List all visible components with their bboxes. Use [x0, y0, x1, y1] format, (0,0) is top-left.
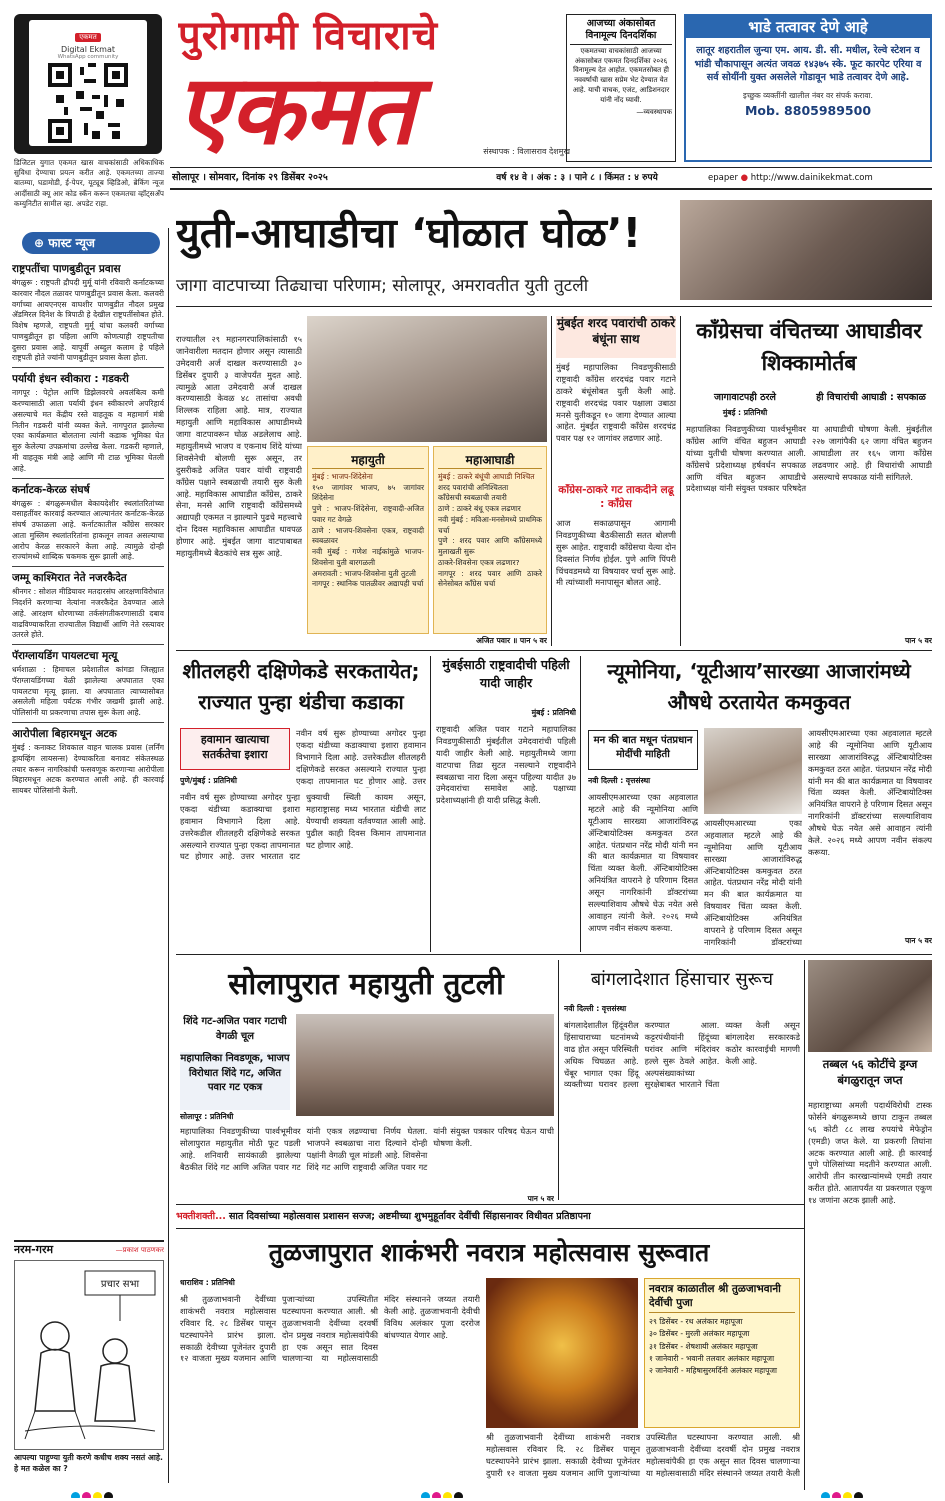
solapur-headline: सोलापुरात महायुती तुटली	[228, 967, 504, 1002]
congress-sub2: ही विचारांची आघाडी : सपकाळ	[816, 392, 926, 403]
schedule-row-4: १ जानेवारी - भवानी तलवार अलंकार महापूजा	[649, 1353, 775, 1363]
pneumonia-byline: नवी दिल्ली : वृत्तसंस्था	[588, 776, 651, 785]
goddess-photo	[486, 1278, 638, 1428]
cartoon-header	[14, 1240, 164, 1258]
news-title-6: आरोपीला बिहारमधून अटक	[12, 728, 117, 740]
epaper-label: epaper	[708, 173, 738, 183]
qr-brand: एकमत	[75, 33, 100, 42]
mahayuti-title: महायुती	[312, 451, 424, 469]
lead-continue: अजित पवार ॥ पान ५ वर	[476, 636, 547, 645]
news-title-5: पॅराग्लायडिंग पायलटचा मृत्यू	[12, 650, 118, 663]
tuljapur-headline: तुळजापुरात शाकंभरी नवरात्र महोत्सवास सुरूवात	[268, 1238, 710, 1267]
fast-news-list	[12, 258, 164, 1338]
mahayuti-row-2: १५० जागांवर भाजप, ७५ जागांवर शिंदेसेना	[312, 482, 424, 503]
mva-title: महाआघाडी	[438, 451, 542, 469]
epaper-link[interactable]	[708, 170, 934, 186]
ad-title: भाडे तत्वावर देणे आहे	[686, 16, 930, 38]
bhakti-banner	[176, 1208, 802, 1226]
bangladesh-byline: नवी दिल्ली : वृत्तसंस्था	[564, 1004, 627, 1013]
qr-caption: डिजिटल युगात एकमत खास वाचकांसाठी अधिकाधिक सुविधा देण्याचा प्रयत्न करीत आहे. एकमतच्या ताज्या बातम्या, घडामोडी, ई-पेपर, यूट्यूब व्हिडिओ, ब्रेकिंग न्यूज आदींसाठी क्यू आर कोड स्कॅन करून एकमतचा व्हॉट्सअ‍ॅप कम्युनिटीत सामील व्हा. अपडेट राहा.	[14, 158, 164, 208]
qr-box	[14, 14, 162, 154]
cold-body: नवीन वर्ष सुरू होण्याच्या अगोदर पुन्हा एकदा थंडीच्या कडाक्याचा इशारा हवामान विभागाने दिला आहे. उत्तरेकडील शीतलहरी दक्षिणेकडे सरकत असल्याने राज्यात पुन्हा एकदा तापमानात घट होणार आहे. उत्तर भारतात दाट धुक्याची स्थिती कायम असून, महाराष्ट्रासह मध्य भारतात थंडीची लाट येण्याची शक्यता वर्तवण्यात आली आहे. पुढील काही दिवस किमान तापमानात घट होणार आहे.	[180, 792, 426, 862]
news-body-4: श्रीनगर : सोशल मीडियावर मतदारसंघ आरक्षणाविरोधात निदर्शने करणाऱ्या नेत्यांना नजरकैदेत ठेवण्यात आले आहे. आरक्षण धोरणाच्या तर्कसंगतीकरणासाठी दबाव वाढविण्याकरिता राज्यातील विद्यार्थी आणि नेते रस्त्यावर उतरले होते.	[12, 587, 164, 640]
mva-row-5: नवी मुंबई : मविआ-मनसेमध्ये प्राथमिक चर्चा	[438, 514, 542, 535]
pawar-subhead: काँग्रेस-ठाकरे गट ताकदीने लढू : काँग्रेस	[558, 484, 674, 510]
banner-text: सात दिवसांच्या महोत्सवास प्रशासन सज्ज; अष्टमीच्या शुभमुहूर्तावर देवींची सिंहासनावर विधीवत प्रतिष्ठापना	[228, 1211, 591, 1222]
solapur-continue: पान ५ वर	[527, 1194, 554, 1203]
drugs-photo	[808, 960, 932, 1052]
qr-label: Digital Ekmat	[60, 45, 115, 54]
tuljapur-byline: धाराशिव : प्रतिनिधी	[180, 1278, 235, 1287]
mva-row-3: काँग्रेसची स्वबळाची तयारी	[438, 493, 507, 503]
globe-icon: ●	[740, 173, 749, 183]
bangladesh-headline: बांगलादेशात हिंसाचार सुरूच	[590, 969, 774, 990]
cold-box-text: हवामान खात्याचा सतर्कतेचा इशारा	[200, 733, 270, 762]
pneumonia-box	[588, 730, 698, 770]
news-body-2: नागपूर : पेट्रोल आणि डिझेलवरचे अवलंबित्व कमी करण्यासाठी आता पर्यायी इंधन स्वीकारणे अपरिहार्य असल्याचे मत केंद्रीय रस्ते वाहतूक व महामार्ग मंत्री नितीन गडकरी यांनी व्यक्त केले. नागपुरात झालेल्या एका कार्यक्रमात बोलताना त्यांनी कडाक भूमिका घेत सुरु केलेल्या उपक्रमांचा उल्लेख केला. गडकरी म्हणाले, मी वाहतूक मंत्री आहे आणि मी टाळ भूमिका घेतली आहे.	[12, 388, 164, 473]
pawar-headline: मुंबईत शरद पवारांची ठाकरे बंधूंना साथ	[556, 316, 676, 358]
cartoon-image	[14, 1260, 164, 1450]
cold-box	[180, 728, 290, 770]
mahayuti-row-4: ठाणे : भाजप-शिवसेना एकत्र, राष्ट्रवादी स्वबळावर	[312, 525, 424, 546]
notice-title: आजच्या अंकासोबत विनामूल्य दिनदर्शिका	[570, 18, 672, 45]
fast-news-title: फास्ट न्यूज	[48, 236, 95, 250]
lead-subhead: जागा वाटपाच्या तिढ्याचा परिणाम; सोलापूर, अमरावतीत युती तुटली	[176, 276, 589, 296]
pneumonia-body-right: आयसीएमआरच्या एका अहवालात म्हटले आहे की न्यूमोनिया आणि यूटीआय सारख्या आजारांविरुद्ध ॲन्टिबायोटिक्स कमकुवत ठरत आहेत. पंतप्रधान नरेंद्र मोदी यांनी मन की बात कार्यक्रमात या विषयावर चिंता व्यक्त केली. ॲन्टिबायोटिक्स अनियंत्रित वापराने हे परिणाम दिसत असून नागरिकांनी डॉक्टरांच्या सल्ल्याशिवाय औषधे घेऊ नयेत असे आवाहन त्यांनी केले. २०२६ मध्ये आपण नवीन संकल्प करूया.	[808, 728, 932, 857]
cold-body-2: नवीन वर्ष सुरू होण्याच्या अगोदर पुन्हा एकदा थंडीच्या कडाक्याचा इशारा हवामान विभागाने दिला आहे. उत्तरेकडील शीतलहरी दक्षिणेकडे सरकत असल्याने राज्यात पुन्हा एकदा तापमानात घट होणार आहे. उत्तर	[296, 728, 426, 786]
news-title-1: राष्ट्रपतींचा पाणबुडीतून प्रवास	[12, 263, 121, 275]
modi-photo	[704, 728, 802, 814]
news-title-4: जम्मू काश्मिरात नेते नजरकैदेत	[12, 572, 127, 585]
schedule-row-1: २९ डिसेंबर - रथ अलंकार महापूजा	[649, 1317, 743, 1327]
solapur-sub1: शिंदे गट-अजित पवार गटाची वेगळी चूल	[183, 1016, 287, 1042]
congress-headline: काँग्रेसचा वंचितच्या आघाडीवर शिक्कामोर्तब	[696, 319, 922, 375]
pneumonia-headline: न्यूमोनिया, ‘यूटीआय’सारख्या आजारांमध्ये औषधे ठरतायेत कमकुवत	[607, 659, 911, 714]
schedule-box	[644, 1278, 800, 1428]
mva-row-1: मुंबई : ठाकरे बंधूंची आघाडी निश्चित	[438, 472, 535, 481]
mva-row-7: ठाकरे-शिवसेना एकत्र लढणार?	[438, 557, 520, 567]
schedule-title: नवरात्र काळातील श्री तुळजाभवानी देवींची पुजा	[649, 1283, 795, 1313]
news-title-3: कर्नाटक-केरळ संघर्ष	[12, 483, 90, 496]
mahayuti-row-7: नागपूर : स्थानिक पातळीवर अद्यापही चर्चा	[312, 579, 424, 589]
solapur-photo	[296, 1014, 554, 1116]
dateline: सोलापूर । सोमवार, दिनांक २९ डिसेंबर २०२५	[172, 172, 328, 183]
lead-photo-leaders	[307, 316, 547, 442]
mva-row-6: पुणे : शरद पवार आणि काँग्रेसमध्ये मुलाखती सुरू	[438, 536, 542, 557]
plus-icon: ⊕	[34, 236, 49, 250]
ncp-body: राष्ट्रवादी अजित पवार गटाने महापालिका निवडणुकीसाठी मुंबईतील उमेदवारांची पहिली यादी जाहीर केली आहे. महायुतीमध्ये जागा वाटपाचा तिढा सुटत नसल्याने राष्ट्रवादीने स्वबळाचा नारा दिला असून पहिल्या यादीत ३७ उमेदवारांचा समावेश आहे. पक्षाच्या प्रदेशाध्यक्षांनी ही यादी प्रसिद्ध केली.	[436, 724, 576, 806]
cartoon-credit: —प्रकाश पाठणकर	[115, 1246, 164, 1254]
mva-box	[433, 446, 547, 634]
pawar-body: मुंबई महापालिका निवडणुकीसाठी राष्ट्रवादी काँग्रेस शरदचंद्र पवार गटाने ठाकरे बंधूंसोबत युती केली आहे. राष्ट्रवादी शरदचंद्र पवार पक्षाला उबाठा मनसे युतीकडून १० जागा देण्यात आल्या आहेत. मुंबईत राष्ट्रवादी काँग्रेस शरदचंद्र पवार पक्ष १२ जागांवर लढणार आहे.	[556, 362, 676, 444]
cartoon-drawing-icon	[15, 1261, 164, 1450]
cartoon-title: नरम-गरम	[14, 1243, 54, 1256]
masthead-founder: संस्थापक : विलासराव देशमुख	[483, 147, 570, 156]
news-title-2: पर्यायी इंधन स्वीकारा : गडकरी	[12, 373, 129, 386]
drugs-body: महाराष्ट्राच्या अमली पदार्थविरोधी टास्क फोर्सने बंगळुरूमध्ये छापा टाकून तब्बल ५६ कोटी ८८ लाख रुपयांचे मेफेड्रोन (एमडी) जप्त केले. या प्रकरणी तिघांना अटक करण्यात आली आहे. ही कारवाई पुणे पोलिसांच्या मदतीने करण्यात आली. आरोपी तीन कारखान्यांमध्ये एमडी तयार करीत होते. आतापर्यंत या प्रकरणात एकूण १४ जणांना अटक झाली आहे.	[808, 1100, 932, 1206]
schedule-row-3: ३१ डिसेंबर - शेषशायी अलंकार महापूजा	[649, 1341, 758, 1351]
qr-code-icon[interactable]	[48, 63, 128, 143]
ncp-headline: मुंबईसाठी राष्ट्रवादीची पहिली यादी जाहीर	[442, 657, 570, 690]
masthead-title: एकमत	[176, 56, 415, 164]
lead-photo-rally	[680, 200, 932, 300]
congress-continue: पान ५ वर	[904, 636, 932, 645]
cold-headline: शीतलहरी दक्षिणेकडे सरकतायेत; राज्यात पुन्हा थंडीचा कडाका	[182, 659, 420, 714]
news-body-1: बंगळुरू : राष्ट्रपती द्रौपदी मुर्मू यांनी रविवारी कर्नाटकच्या कारवार नौदल तळावर पाणबुडीतून प्रवास केला. कलवरी वर्गाच्या आयएनएस वाघशीर पाणबुडीत नौदल प्रमुख ॲडमिरल दिनेश के त्रिपाठी हे देखील राष्ट्रपतींसोबत होते. विशेष म्हणजे, राष्ट्रपती मुर्मू यांचा कलवरी वर्गाच्या पाणबुडीतून हा पहिला आणि कोणत्याही राष्ट्रपतीचा दुसरा प्रवास आहे. यापूर्वी अब्दुल कलाम हे पहिले राष्ट्रपती होते ज्यांनी पाणबुडीतून प्रवास केला होता.	[12, 278, 164, 363]
mahayuti-row-1: मुंबई : भाजप-शिंदेसेना	[312, 472, 373, 481]
news-body-3: बंगळुरू : बंगळुरूमधील बेकायदेशीर स्थलांतरितांच्या वसाहतींवर कारवाई करण्यात आल्यानंतर कर्नाटक-केरळ संघर्ष उफाळला आहे. कर्नाटकातील काँग्रेस सरकार आता मुस्लिम स्थलांतरितांना हाकलून लावत असल्याचा आरोप केरळ सरकारने केला आहे. त्यामुळे दोन्ही राज्यांमध्ये शाब्दिक चकमक सुरू झाली आहे.	[12, 498, 164, 562]
volume-info: वर्ष १४ वे । अंक : ३ । पाने ८ । किंमत : ४ रुपये	[496, 173, 658, 183]
registration-marks-right	[820, 1486, 920, 1498]
schedule-row-2: ३० डिसेंबर - मुरली अलंकार महापूजा	[649, 1329, 750, 1339]
ad-box	[684, 14, 932, 162]
drugs-headline: तब्बल ५६ कोटींचे ड्रग्ज बंगळुरातून जप्त	[822, 1057, 918, 1088]
mva-row-8: नागपूर : शरद पवार आणि ठाकरे सेनेसोबत काँग्रेस चर्चा	[438, 568, 542, 589]
mva-row-4: ठाणे : ठाकरे बंधू एकत्र लढणार	[438, 504, 521, 514]
notice-sign: —व्यवस्थापक	[636, 107, 672, 116]
tuljapur-body: श्री तुळजाभवानी देवींच्या शाकंभरी नवरात्र महोत्सवास रविवार दि. २८ डिसेंबर पासून घटस्थापनेने प्रारंभ झाला. सकाळी देवीच्या पूजेनंतर दुपारी १२ वाजता मुख्य यजमान आणि पुजाऱ्यांच्या उपस्थितीत घटस्थापना करण्यात आली. श्री तुळजाभवानी देवींच्या दरवर्षी दोन प्रमुख नवरात्र महोत्सवांपैकी हा एक असून सात दिवस चालणाऱ्या या महोत्सवासाठी मंदिर संस्थानने जय्यत तयारी केली आहे. तुळजाभवानी देवीची विविध अलंकार पूजा दररोज बांधण्यात येणार आहे.	[180, 1294, 480, 1364]
fast-news-header	[22, 232, 160, 254]
pawar-sub-body: आज सकाळपासून आगामी निवडणुकीच्या बैठकीसाठी सतत बोलणी सुरू आहेत. राष्ट्रवादी काँग्रेसचा येत्या दोन दिवसांत निर्णय होईल. पुणे आणि पिंपरी चिंचवडमध्ये या विषयावर चर्चा सुरू आहे. मी त्यांच्याशी मनापासून बोलत आहे.	[556, 518, 676, 588]
pneumonia-continue: पान ५ वर	[904, 936, 932, 945]
solapur-byline: सोलापूर : प्रतिनिधी	[180, 1112, 234, 1121]
congress-body: महापालिका निवडणुकीच्या पार्श्वभूमीवर काँग्रेस आणि वंचित बहुजन आघाडी यांच्या युतीची घोषणा करण्यात आली. काँग्रेसचे प्रदेशाध्यक्ष हर्षवर्धन सपकाळ आणि वंचित बहुजन आघाडीचे प्रदेशाध्यक्ष यांनी संयुक्त पत्रकार परिषदेत या आघाडीची घोषणा केली. मुंबईतील २२७ जागांपैकी ६२ जागा वंचित बहुजन आघाडीला तर १६५ जागा काँग्रेस लढवणार आहे. ही विचारांची आघाडी असल्याचे सपकाळ यांनी सांगितले.	[686, 424, 932, 494]
bangladesh-body: बांगलादेशातील हिंदूंवरील हिंसाचाराच्या घटनांमध्ये वाढ होत असून परिस्थिती अधिक चिघळत आहे. चेंबूर भागात एका हिंदू व्यक्तीच्या घरावर हल्ला करण्यात आला. कट्टरपंथीयांनी हिंदूंच्या घरांवर आणि मंदिरांवर हल्ले सुरू ठेवले आहेत. अल्पसंख्याकांच्या सुरक्षेबाबत भारताने चिंता व्यक्त केली असून बांगलादेश सरकारकडे कठोर कारवाईची मागणी केली आहे.	[564, 1020, 800, 1090]
mahayuti-row-6: अमरावती : भाजप-शिवसेना युती तुटली	[312, 568, 416, 578]
lead-body: राज्यातील २९ महानगरपालिकांसाठी १५ जानेवारीला मतदान होणार असून त्यासाठी उमेदवारी अर्ज दाखल करण्यासाठी ३० डिसेंबर दुपारी ३ वाजेपर्यंत मुदत आहे. त्यामुळे आता उमेदवारी अर्ज दाखल करण्यासाठी केवळ ४८ तासांचा अवधी शिल्लक राहिला आहे. मात्र, राज्यात महायुती आणि महाविकास आघाडीमध्ये जागा वाटपावरून घोळ अडलेलाच आहे. महायुतीमध्ये भाजप व एकनाथ शिंदे यांच्या शिवसेनेची बोलणी सुरू असून, तर दुसरीकडे अजित पवार यांची राष्ट्रवादी काँग्रेस पक्षाने स्वबळाची तयारी सुरु केली आहे. महाविकास आघाडीत काँग्रेस, ठाकरे सेना, मनसे आणि राष्ट्रवादी काँग्रेसमध्ये अद्यापही एकमत न झाल्याने पुढचे महत्त्वाचे दोन दिवस महाविकास आघाडीत धावपळ होणार आहे. मुंबईत जागा वाटपाबाबत महायुतीमध्ये बैठकांचे सत्र सुरू आहे.	[176, 334, 302, 559]
pneumonia-box-text: मन की बात मधून पंतप्रधान मोदींची माहिती	[593, 735, 693, 760]
congress-sub1: जागावाटपही ठरले	[714, 392, 776, 403]
ad-contact: इच्छुक व्यक्तींनी खालील नंबर वर संपर्क करावा.	[743, 90, 873, 100]
registration-marks-center	[420, 1486, 520, 1498]
ncp-byline: मुंबई : प्रतिनिधी	[531, 708, 576, 717]
congress-byline: मुंबई : प्रतिनिधी	[722, 408, 768, 417]
pneumonia-body: आयसीएमआरच्या एका अहवालात म्हटले आहे की न्यूमोनिया आणि यूटीआय सारख्या आजारांविरुद्ध ॲन्टिबायोटिक्स कमकुवत ठरत आहेत. पंतप्रधान नरेंद्र मोदी यांनी मन की बात कार्यक्रमात या विषयावर चिंता व्यक्त केली. ॲन्टिबायोटिक्स अनियंत्रित वापराने हे परिणाम दिसत असून नागरिकांनी डॉक्टरांच्या सल्ल्याशिवाय औषधे घेऊ नयेत असे आवाहन त्यांनी केले. २०२६ मध्ये आपण नवीन संकल्प करूया.	[588, 792, 698, 933]
cold-byline: पुणे/मुंबई : प्रतिनिधी	[180, 776, 237, 785]
ad-mobile: Mob. 8805989500	[744, 102, 872, 118]
solapur-body: महापालिका निवडणुकीच्या पार्श्वभूमीवर सोलापुरात महायुतीत मोठी फूट पडली आहे. शनिवारी सायंकाळी झालेल्या बैठकीत शिंदे गट आणि अजित पवार गट यांनी एकत्र लढण्याचा निर्णय घेतला. भाजपने स्वबळाचा नारा दिल्याने दोन्ही पक्षांनी वेगळी चूल मांडली आहे. शिवसेना शिंदे गट आणि राष्ट्रवादी अजित पवार गट यांनी संयुक्त पत्रकार परिषद घेऊन याची घोषणा केली.	[180, 1126, 554, 1172]
mahayuti-row-5: नवी मुंबई : गणेश नाईकांमुळे भाजप-शिवसेना युती बारगळली	[312, 547, 424, 567]
solapur-sub2: महापालिका निवडणूक, भाजप विरोधात शिंदे गट, अजित पवार गट एकत्र	[180, 1052, 290, 1110]
news-body-5: धर्मशाळा : हिमाचल प्रदेशातील कांगडा जिल्ह्यात पॅराग्लायडिंगच्या वेळी झालेल्या अपघातात एका पायलटचा मृत्यू झाला. या अपघातात त्याच्यासोबत असलेली महिला पर्यटक गंभीर जखमी झाली आहे. पोलिसांनी या प्रकरणाचा तपास सुरू केला आहे.	[12, 665, 164, 718]
mahayuti-box	[307, 446, 429, 634]
lead-headline: युती-आघाडीचा ‘घोळात घोळ’!	[176, 209, 642, 257]
ad-body: लातूर शहरातील जुन्या एम. आय. डी. सी. मधील, रेल्वे स्टेशन व भांडी चौकापासून अत्यंत जवळ १४३७५ स्के. फूट कारपेट एरिया व सर्व सोयींनी युक्त असलेले गोडावून भाडे तत्वावर देणे आहे.	[694, 45, 922, 84]
registration-marks-left	[70, 1486, 170, 1498]
mahayuti-row-3: पुणे : भाजप-शिंदेसेना, राष्ट्रवादी-अजित पवार गट वेगळे	[312, 504, 424, 524]
tuljapur-body-2: श्री तुळजाभवानी देवींच्या शाकंभरी नवरात्र महोत्सवास रविवार दि. २८ डिसेंबर पासून घटस्थापनेने प्रारंभ झाला. सकाळी देवीच्या पूजेनंतर दुपारी १२ वाजता मुख्य यजमान आणि पुजाऱ्यांच्या उपस्थितीत घटस्थापना करण्यात आली. श्री तुळजाभवानी देवींच्या दरवर्षी दोन प्रमुख नवरात्र महोत्सवांपैकी हा एक असून सात दिवस चालणाऱ्या या महोत्सवासाठी मंदिर संस्थानने जय्यत तयारी केली	[486, 1432, 800, 1478]
cartoon-sign: प्रचार सभा	[100, 1279, 140, 1290]
news-body-6: मुंबई : कनाकट शिवकाल वाहन चालक प्रवास (लर्निंग ड्रायव्हिंग लायसन्स) देण्याकरिता बनावट संकेतस्थळ तयार करून नागरिकांची फसवणूक करणाऱ्या आरोपीला बिहारमधून अटक करण्यात आली आहे. ही कारवाई सायबर पोलिसांनी केली.	[12, 743, 164, 796]
mva-row-2: शरद पवारांची अनिश्चितता	[438, 482, 509, 492]
schedule-row-5: २ जानेवारी - महिषासुरमर्दिनी अलंकार महापूजा	[649, 1365, 777, 1375]
notice-body: एकमतच्या वाचकांसाठी आजच्या अंकासोबत एकमत दिनदर्शिका २०२६ विनामूल्य देत आहोत. एकमतसोबत ही नववर्षाची खास सप्रेम भेट देण्यात येत आहे. याची वाचक, एजंट, आडिशनदार यांनी नोंद घ्यावी.	[572, 46, 670, 104]
qr-sub: WhatsApp community	[57, 54, 119, 60]
banner-kicker: भक्तीशक्ती...	[176, 1211, 226, 1222]
pneumonia-body-cont: आयसीएमआरच्या एका अहवालात म्हटले आहे की न्यूमोनिया आणि यूटीआय सारख्या आजारांविरुद्ध ॲन्टिबायोटिक्स कमकुवत ठरत आहेत. पंतप्रधान नरेंद्र मोदी यांनी मन की बात कार्यक्रमात या विषयावर चिंता व्यक्त केली. ॲन्टिबायोटिक्स अनियंत्रित वापराने हे परिणाम दिसत असून नागरिकांनी डॉक्टरांच्या	[704, 818, 802, 947]
website-url[interactable]: http://www.dainikekmat.com	[750, 173, 873, 183]
cartoon-caption: आपल्या पाहुण्या युती करणे कधीच शक्य नसतं आहे. हे मत कळेल का ?	[14, 1453, 163, 1474]
notice-box	[566, 14, 676, 162]
masthead-tagline: पुरोगामी विचाराचे	[178, 13, 439, 59]
